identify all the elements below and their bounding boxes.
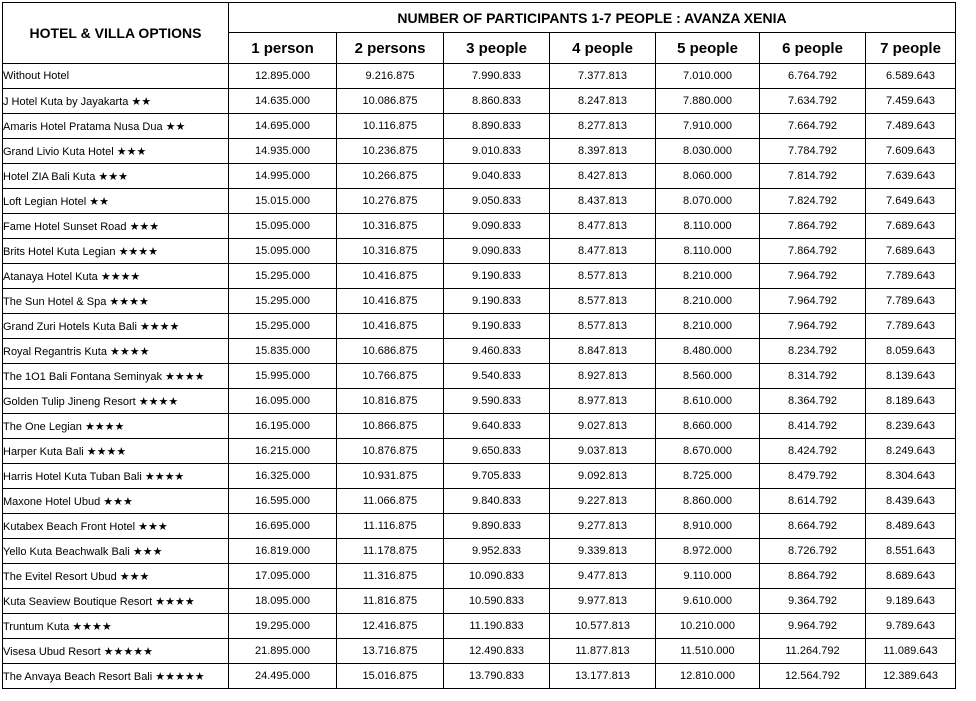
price-cell: 11.316.875 bbox=[337, 564, 444, 589]
hotel-name-cell: The One Legian ★★★★ bbox=[3, 414, 229, 439]
price-cell: 7.649.643 bbox=[866, 189, 956, 214]
hotel-name-cell: The Anvaya Beach Resort Bali ★★★★★ bbox=[3, 664, 229, 689]
price-table-body bbox=[3, 64, 956, 689]
price-cell: 11.877.813 bbox=[550, 639, 656, 664]
price-cell: 7.489.643 bbox=[866, 114, 956, 139]
price-cell: 10.416.875 bbox=[337, 264, 444, 289]
price-cell: 9.277.813 bbox=[550, 514, 656, 539]
price-cell: 12.810.000 bbox=[656, 664, 760, 689]
price-cell: 10.316.875 bbox=[337, 239, 444, 264]
table-row bbox=[3, 189, 956, 214]
price-cell: 8.560.000 bbox=[656, 364, 760, 389]
price-cell: 8.247.813 bbox=[550, 89, 656, 114]
price-cell: 10.876.875 bbox=[337, 439, 444, 464]
price-cell: 10.090.833 bbox=[444, 564, 550, 589]
hotel-name-cell: Royal Regantris Kuta ★★★★ bbox=[3, 339, 229, 364]
price-cell: 8.489.643 bbox=[866, 514, 956, 539]
hotel-name-cell: Amaris Hotel Pratama Nusa Dua ★★ bbox=[3, 114, 229, 139]
price-cell: 8.670.000 bbox=[656, 439, 760, 464]
table-row bbox=[3, 214, 956, 239]
price-cell: 8.139.643 bbox=[866, 364, 956, 389]
price-cell: 7.964.792 bbox=[760, 314, 866, 339]
price-cell: 10.416.875 bbox=[337, 289, 444, 314]
price-cell: 10.816.875 bbox=[337, 389, 444, 414]
price-cell: 8.210.000 bbox=[656, 314, 760, 339]
table-row bbox=[3, 239, 956, 264]
price-cell: 17.095.000 bbox=[229, 564, 337, 589]
price-cell: 10.416.875 bbox=[337, 314, 444, 339]
price-cell: 16.325.000 bbox=[229, 464, 337, 489]
price-cell: 8.277.813 bbox=[550, 114, 656, 139]
price-cell: 8.864.792 bbox=[760, 564, 866, 589]
price-cell: 10.236.875 bbox=[337, 139, 444, 164]
table-row bbox=[3, 164, 956, 189]
price-cell: 8.480.000 bbox=[656, 339, 760, 364]
hotel-name-cell: Grand Livio Kuta Hotel ★★★ bbox=[3, 139, 229, 164]
price-cell: 8.972.000 bbox=[656, 539, 760, 564]
price-table bbox=[2, 2, 956, 689]
hotel-name-cell: Atanaya Hotel Kuta ★★★★ bbox=[3, 264, 229, 289]
price-cell: 11.178.875 bbox=[337, 539, 444, 564]
price-cell: 10.210.000 bbox=[656, 614, 760, 639]
table-row bbox=[3, 439, 956, 464]
price-cell: 7.824.792 bbox=[760, 189, 866, 214]
table-row bbox=[3, 564, 956, 589]
hotel-name-cell: Loft Legian Hotel ★★ bbox=[3, 189, 229, 214]
price-cell: 7.689.643 bbox=[866, 214, 956, 239]
price-cell: 7.784.792 bbox=[760, 139, 866, 164]
hotel-name-cell: Yello Kuta Beachwalk Bali ★★★ bbox=[3, 539, 229, 564]
price-cell: 8.304.643 bbox=[866, 464, 956, 489]
price-cell: 14.995.000 bbox=[229, 164, 337, 189]
price-cell: 8.477.813 bbox=[550, 239, 656, 264]
price-cell: 9.216.875 bbox=[337, 64, 444, 89]
price-cell: 16.215.000 bbox=[229, 439, 337, 464]
price-cell: 11.264.792 bbox=[760, 639, 866, 664]
price-cell: 9.840.833 bbox=[444, 489, 550, 514]
price-cell: 16.095.000 bbox=[229, 389, 337, 414]
table-row bbox=[3, 139, 956, 164]
price-cell: 7.910.000 bbox=[656, 114, 760, 139]
price-cell: 10.276.875 bbox=[337, 189, 444, 214]
hotel-name-cell: The Evitel Resort Ubud ★★★ bbox=[3, 564, 229, 589]
price-cell: 8.414.792 bbox=[760, 414, 866, 439]
price-cell: 8.726.792 bbox=[760, 539, 866, 564]
price-cell: 7.664.792 bbox=[760, 114, 866, 139]
column-header: 1 person bbox=[229, 33, 337, 64]
price-cell: 10.590.833 bbox=[444, 589, 550, 614]
price-cell: 12.564.792 bbox=[760, 664, 866, 689]
price-cell: 8.551.643 bbox=[866, 539, 956, 564]
price-cell: 7.639.643 bbox=[866, 164, 956, 189]
price-cell: 8.660.000 bbox=[656, 414, 760, 439]
price-cell: 9.977.813 bbox=[550, 589, 656, 614]
price-cell: 8.477.813 bbox=[550, 214, 656, 239]
price-cell: 7.459.643 bbox=[866, 89, 956, 114]
price-cell: 9.090.833 bbox=[444, 239, 550, 264]
price-cell: 9.050.833 bbox=[444, 189, 550, 214]
hotel-name-cell: Kutabex Beach Front Hotel ★★★ bbox=[3, 514, 229, 539]
hotel-name-cell: Without Hotel bbox=[3, 64, 229, 89]
price-cell: 14.635.000 bbox=[229, 89, 337, 114]
price-cell: 9.364.792 bbox=[760, 589, 866, 614]
price-cell: 14.935.000 bbox=[229, 139, 337, 164]
price-cell: 9.339.813 bbox=[550, 539, 656, 564]
price-cell: 7.964.792 bbox=[760, 289, 866, 314]
price-cell: 10.316.875 bbox=[337, 214, 444, 239]
price-cell: 15.835.000 bbox=[229, 339, 337, 364]
hotel-name-cell: Harper Kuta Bali ★★★★ bbox=[3, 439, 229, 464]
price-cell: 8.210.000 bbox=[656, 264, 760, 289]
table-row bbox=[3, 339, 956, 364]
hotel-name-cell: Golden Tulip Jineng Resort ★★★★ bbox=[3, 389, 229, 414]
price-cell: 15.016.875 bbox=[337, 664, 444, 689]
price-cell: 16.195.000 bbox=[229, 414, 337, 439]
price-cell: 13.790.833 bbox=[444, 664, 550, 689]
price-cell: 7.634.792 bbox=[760, 89, 866, 114]
hotel-name-cell: Maxone Hotel Ubud ★★★ bbox=[3, 489, 229, 514]
price-cell: 7.789.643 bbox=[866, 314, 956, 339]
price-cell: 9.227.813 bbox=[550, 489, 656, 514]
price-cell: 8.479.792 bbox=[760, 464, 866, 489]
price-cell: 9.090.833 bbox=[444, 214, 550, 239]
hotel-options-header: HOTEL & VILLA OPTIONS bbox=[3, 3, 229, 64]
price-cell: 15.015.000 bbox=[229, 189, 337, 214]
table-row bbox=[3, 364, 956, 389]
price-cell: 8.860.833 bbox=[444, 89, 550, 114]
hotel-name-cell: Fame Hotel Sunset Road ★★★ bbox=[3, 214, 229, 239]
price-cell: 12.490.833 bbox=[444, 639, 550, 664]
table-row bbox=[3, 514, 956, 539]
price-cell: 8.664.792 bbox=[760, 514, 866, 539]
price-cell: 9.890.833 bbox=[444, 514, 550, 539]
price-cell: 7.814.792 bbox=[760, 164, 866, 189]
price-cell: 9.952.833 bbox=[444, 539, 550, 564]
price-cell: 10.766.875 bbox=[337, 364, 444, 389]
price-cell: 11.066.875 bbox=[337, 489, 444, 514]
price-cell: 9.477.813 bbox=[550, 564, 656, 589]
hotel-name-cell: Grand Zuri Hotels Kuta Bali ★★★★ bbox=[3, 314, 229, 339]
price-cell: 8.060.000 bbox=[656, 164, 760, 189]
price-cell: 8.860.000 bbox=[656, 489, 760, 514]
price-cell: 8.689.643 bbox=[866, 564, 956, 589]
price-cell: 15.295.000 bbox=[229, 289, 337, 314]
price-cell: 9.037.813 bbox=[550, 439, 656, 464]
price-cell: 9.027.813 bbox=[550, 414, 656, 439]
participants-group-header: NUMBER OF PARTICIPANTS 1-7 PEOPLE : AVANZA XENIA bbox=[229, 3, 956, 33]
price-cell: 19.295.000 bbox=[229, 614, 337, 639]
price-cell: 10.866.875 bbox=[337, 414, 444, 439]
price-cell: 8.239.643 bbox=[866, 414, 956, 439]
table-row bbox=[3, 114, 956, 139]
price-cell: 7.789.643 bbox=[866, 264, 956, 289]
price-cell: 15.095.000 bbox=[229, 214, 337, 239]
table-row bbox=[3, 539, 956, 564]
hotel-name-cell: Harris Hotel Kuta Tuban Bali ★★★★ bbox=[3, 464, 229, 489]
price-cell: 7.789.643 bbox=[866, 289, 956, 314]
hotel-name-cell: J Hotel Kuta by Jayakarta ★★ bbox=[3, 89, 229, 114]
price-cell: 7.010.000 bbox=[656, 64, 760, 89]
price-cell: 13.177.813 bbox=[550, 664, 656, 689]
price-cell: 9.092.813 bbox=[550, 464, 656, 489]
table-row bbox=[3, 589, 956, 614]
price-cell: 10.686.875 bbox=[337, 339, 444, 364]
price-cell: 10.116.875 bbox=[337, 114, 444, 139]
price-cell: 14.695.000 bbox=[229, 114, 337, 139]
price-cell: 9.190.833 bbox=[444, 314, 550, 339]
price-cell: 8.437.813 bbox=[550, 189, 656, 214]
table-row bbox=[3, 389, 956, 414]
hotel-name-cell: Truntum Kuta ★★★★ bbox=[3, 614, 229, 639]
price-cell: 11.116.875 bbox=[337, 514, 444, 539]
price-cell: 16.819.000 bbox=[229, 539, 337, 564]
table-row bbox=[3, 489, 956, 514]
price-cell: 9.590.833 bbox=[444, 389, 550, 414]
hotel-name-cell: The 1O1 Bali Fontana Seminyak ★★★★ bbox=[3, 364, 229, 389]
price-cell: 8.424.792 bbox=[760, 439, 866, 464]
hotel-name-cell: Hotel ZIA Bali Kuta ★★★ bbox=[3, 164, 229, 189]
price-cell: 8.397.813 bbox=[550, 139, 656, 164]
price-cell: 8.577.813 bbox=[550, 314, 656, 339]
price-cell: 10.086.875 bbox=[337, 89, 444, 114]
price-cell: 9.789.643 bbox=[866, 614, 956, 639]
price-cell: 9.190.833 bbox=[444, 264, 550, 289]
price-cell: 8.890.833 bbox=[444, 114, 550, 139]
price-cell: 8.030.000 bbox=[656, 139, 760, 164]
price-cell: 9.190.833 bbox=[444, 289, 550, 314]
price-cell: 6.764.792 bbox=[760, 64, 866, 89]
price-cell: 8.977.813 bbox=[550, 389, 656, 414]
price-cell: 7.990.833 bbox=[444, 64, 550, 89]
price-cell: 7.880.000 bbox=[656, 89, 760, 114]
price-cell: 8.577.813 bbox=[550, 289, 656, 314]
price-cell: 8.847.813 bbox=[550, 339, 656, 364]
price-cell: 11.190.833 bbox=[444, 614, 550, 639]
price-cell: 10.931.875 bbox=[337, 464, 444, 489]
price-cell: 11.510.000 bbox=[656, 639, 760, 664]
column-header: 3 people bbox=[444, 33, 550, 64]
column-header: 2 persons bbox=[337, 33, 444, 64]
price-cell: 8.927.813 bbox=[550, 364, 656, 389]
column-header: 6 people bbox=[760, 33, 866, 64]
price-cell: 8.614.792 bbox=[760, 489, 866, 514]
price-cell: 16.595.000 bbox=[229, 489, 337, 514]
table-row bbox=[3, 414, 956, 439]
price-cell: 15.295.000 bbox=[229, 314, 337, 339]
hotel-name-cell: Brits Hotel Kuta Legian ★★★★ bbox=[3, 239, 229, 264]
price-cell: 24.495.000 bbox=[229, 664, 337, 689]
column-header: 7 people bbox=[866, 33, 956, 64]
column-header: 4 people bbox=[550, 33, 656, 64]
price-cell: 8.110.000 bbox=[656, 214, 760, 239]
price-cell: 8.110.000 bbox=[656, 239, 760, 264]
price-cell: 8.314.792 bbox=[760, 364, 866, 389]
table-row bbox=[3, 639, 956, 664]
price-cell: 7.864.792 bbox=[760, 214, 866, 239]
price-cell: 11.816.875 bbox=[337, 589, 444, 614]
table-row bbox=[3, 264, 956, 289]
price-cell: 9.110.000 bbox=[656, 564, 760, 589]
price-cell: 8.189.643 bbox=[866, 389, 956, 414]
price-cell: 10.266.875 bbox=[337, 164, 444, 189]
price-cell: 9.610.000 bbox=[656, 589, 760, 614]
price-cell: 11.089.643 bbox=[866, 639, 956, 664]
price-cell: 9.010.833 bbox=[444, 139, 550, 164]
table-row bbox=[3, 464, 956, 489]
price-cell: 15.295.000 bbox=[229, 264, 337, 289]
price-cell: 9.650.833 bbox=[444, 439, 550, 464]
price-cell: 8.059.643 bbox=[866, 339, 956, 364]
price-cell: 7.689.643 bbox=[866, 239, 956, 264]
price-cell: 7.864.792 bbox=[760, 239, 866, 264]
price-cell: 9.964.792 bbox=[760, 614, 866, 639]
price-cell: 9.540.833 bbox=[444, 364, 550, 389]
price-cell: 9.040.833 bbox=[444, 164, 550, 189]
price-cell: 8.210.000 bbox=[656, 289, 760, 314]
price-cell: 8.364.792 bbox=[760, 389, 866, 414]
group-header-row bbox=[3, 3, 956, 33]
price-cell: 12.389.643 bbox=[866, 664, 956, 689]
price-cell: 12.416.875 bbox=[337, 614, 444, 639]
price-cell: 8.577.813 bbox=[550, 264, 656, 289]
price-cell: 21.895.000 bbox=[229, 639, 337, 664]
price-cell: 13.716.875 bbox=[337, 639, 444, 664]
price-cell: 8.910.000 bbox=[656, 514, 760, 539]
price-cell: 8.725.000 bbox=[656, 464, 760, 489]
price-cell: 6.589.643 bbox=[866, 64, 956, 89]
price-cell: 7.377.813 bbox=[550, 64, 656, 89]
price-cell: 10.577.813 bbox=[550, 614, 656, 639]
table-row bbox=[3, 64, 956, 89]
table-row bbox=[3, 89, 956, 114]
price-cell: 9.640.833 bbox=[444, 414, 550, 439]
price-cell: 8.234.792 bbox=[760, 339, 866, 364]
hotel-name-cell: Kuta Seaview Boutique Resort ★★★★ bbox=[3, 589, 229, 614]
price-cell: 9.189.643 bbox=[866, 589, 956, 614]
table-row bbox=[3, 314, 956, 339]
hotel-name-cell: The Sun Hotel & Spa ★★★★ bbox=[3, 289, 229, 314]
price-cell: 7.609.643 bbox=[866, 139, 956, 164]
price-cell: 8.070.000 bbox=[656, 189, 760, 214]
price-cell: 9.705.833 bbox=[444, 464, 550, 489]
price-cell: 15.995.000 bbox=[229, 364, 337, 389]
price-cell: 12.895.000 bbox=[229, 64, 337, 89]
price-cell: 8.249.643 bbox=[866, 439, 956, 464]
hotel-name-cell: Visesa Ubud Resort ★★★★★ bbox=[3, 639, 229, 664]
price-cell: 8.427.813 bbox=[550, 164, 656, 189]
table-row bbox=[3, 614, 956, 639]
price-cell: 8.610.000 bbox=[656, 389, 760, 414]
column-header: 5 people bbox=[656, 33, 760, 64]
price-cell: 15.095.000 bbox=[229, 239, 337, 264]
price-cell: 18.095.000 bbox=[229, 589, 337, 614]
table-row bbox=[3, 664, 956, 689]
price-cell: 16.695.000 bbox=[229, 514, 337, 539]
price-cell: 7.964.792 bbox=[760, 264, 866, 289]
table-row bbox=[3, 289, 956, 314]
price-cell: 8.439.643 bbox=[866, 489, 956, 514]
price-cell: 9.460.833 bbox=[444, 339, 550, 364]
